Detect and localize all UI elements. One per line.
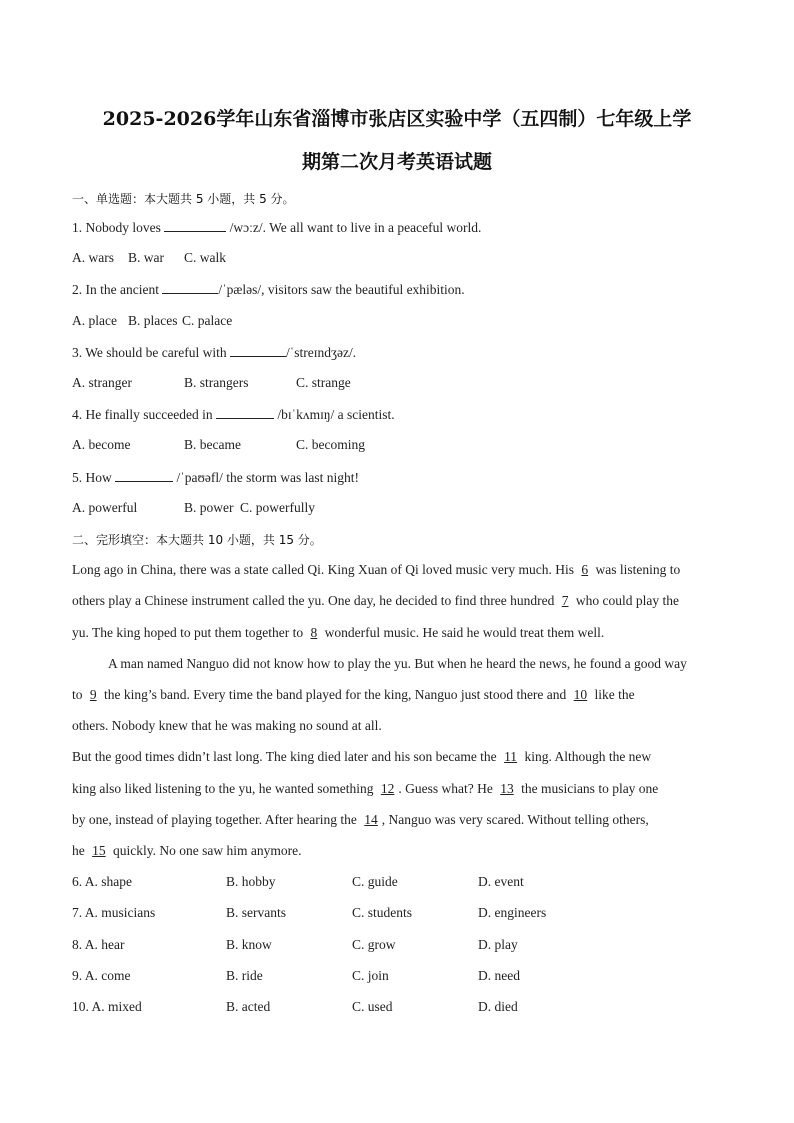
cloze-line: yu. The king hoped to put them together to 8 wonderful music. He said he would treat them well. [72, 625, 605, 640]
cloze-option-d: D. event [478, 874, 524, 889]
answer-blank [164, 219, 226, 232]
answer-blank [162, 281, 218, 294]
option-b: B. strangers [184, 375, 249, 390]
cloze-line: to 9 the king’s band. Every time the band played for the king, Nanguo just stood there and 10 like the [72, 687, 635, 702]
option-c: C. becoming [296, 437, 365, 452]
section2-header: 二、完形填空：本大题共 10 小题，共 15 分。 [72, 533, 322, 547]
cloze-line: A man named Nanguo did not know how to play the yu. But when he heard the news, he found a good way [108, 656, 687, 671]
cloze-line: he 15 quickly. No one saw him anymore. [72, 843, 302, 858]
blank-number: 13 [500, 781, 514, 796]
option-b: B. places [128, 313, 178, 328]
title-line-2: 期第二次月考英语试题 [301, 151, 492, 173]
blank-number: 6 [581, 562, 589, 577]
cloze-option-d: D. died [478, 999, 518, 1014]
question-1: 1. Nobody loves /wɔːz/. We all want to live in a peaceful world. [72, 220, 482, 235]
option-a: A. stranger [72, 375, 132, 390]
cloze-option-b: B. ride [226, 968, 263, 983]
option-a: A. become [72, 437, 131, 452]
cloze-option-c: C. join [352, 968, 389, 983]
option-c: C. walk [184, 250, 226, 265]
blank-number: 14 [364, 812, 378, 827]
option-b: B. war [128, 250, 164, 265]
option-b: B. became [184, 437, 241, 452]
option-c: C. strange [296, 375, 351, 390]
cloze-option-d: D. play [478, 937, 518, 952]
cloze-line: But the good times didn’t last long. The king died later and his son became the 11 king. Although the new [72, 749, 652, 764]
section1-header: 一、单选题：本大题共 5 小题，共 5 分。 [72, 192, 295, 206]
cloze-line: others. Nobody knew that he was making no sound at all. [72, 718, 382, 733]
cloze-option-d: D. need [478, 968, 520, 983]
cloze-option-b: B. servants [226, 905, 286, 920]
blank-number: 10 [573, 687, 588, 702]
option-c: C. palace [182, 313, 233, 328]
cloze-option-c: C. students [352, 905, 413, 920]
blank-number: 8 [310, 625, 318, 640]
blank-number: 15 [92, 843, 106, 858]
cloze-option-b: B. hobby [226, 874, 276, 889]
cloze-line: Long ago in China, there was a state called Qi. King Xuan of Qi loved music very much. His 6 was listening to [72, 562, 681, 577]
answer-blank [230, 344, 286, 357]
answer-blank [216, 406, 274, 419]
option-a: A. wars [72, 250, 114, 265]
option-a: A. place [72, 313, 117, 328]
cloze-option-b: B. acted [226, 999, 271, 1014]
blank-number: 11 [504, 749, 518, 764]
blank-number: 9 [89, 687, 97, 702]
blank-number: 12 [380, 781, 395, 796]
cloze-option-c: C. grow [352, 937, 396, 952]
question-2: 2. In the ancient /ˈpæləs/, visitors saw the beautiful exhibition. [72, 282, 465, 297]
option-c: C. powerfully [240, 500, 315, 515]
answer-blank [115, 469, 173, 482]
cloze-option-b: B. know [226, 937, 272, 952]
option-a: A. powerful [72, 500, 138, 515]
cloze-line: others play a Chinese instrument called the yu. One day, he decided to find three hundred 7 who could play the [72, 593, 679, 608]
cloze-option-a: 9. A. come [72, 968, 131, 983]
cloze-option-a: 10. A. mixed [72, 999, 142, 1014]
title-line-1: 2025-2026学年山东省淄博市张店区实验中学（五四制）七年级上学 [102, 108, 692, 130]
cloze-option-a: 8. A. hear [72, 937, 125, 952]
question-3: 3. We should be careful with /ˈstreɪndʒəz/. [72, 345, 357, 360]
cloze-option-a: 6. A. shape [72, 874, 132, 889]
question-5: 5. How /ˈpaʊəfl/ the storm was last night! [72, 470, 359, 485]
option-b: B. power [184, 500, 234, 515]
cloze-option-c: C. used [352, 999, 393, 1014]
cloze-line: by one, instead of playing together. After hearing the 14 , Nanguo was very scared. Without telling others, [72, 812, 649, 827]
cloze-option-d: D. engineers [478, 905, 547, 920]
cloze-option-a: 7. A. musicians [72, 905, 156, 920]
cloze-option-c: C. guide [352, 874, 398, 889]
cloze-line: king also liked listening to the yu, he wanted something 12 . Guess what? He 13 the musicians to play one [72, 781, 659, 796]
question-4: 4. He finally succeeded in /bɪˈkʌmɪŋ/ a scientist. [72, 407, 395, 422]
blank-number: 7 [561, 593, 569, 608]
